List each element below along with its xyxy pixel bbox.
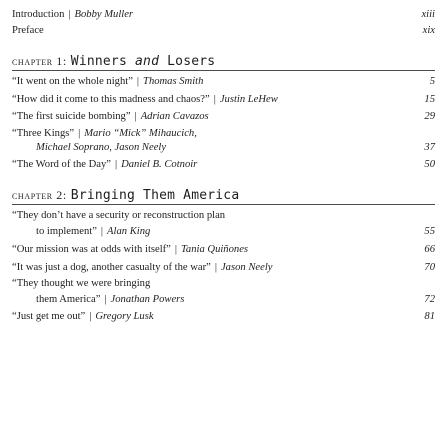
entry-title: Introduction xyxy=(12,9,65,20)
toc-entry[interactable] xyxy=(12,75,435,88)
entry-title: “They thought we were bringing xyxy=(12,278,151,289)
chapter-label: chapter 1: xyxy=(12,54,67,68)
entry-separator: | xyxy=(214,262,217,273)
entry-separator: | xyxy=(134,111,137,122)
chapter-title-part: Bringing Them America xyxy=(70,188,240,203)
entry-separator: | xyxy=(104,294,107,305)
entry-separator: | xyxy=(78,128,81,139)
entry-author: Alan King xyxy=(107,226,151,237)
entry-separator: | xyxy=(100,226,104,237)
entry-author: Justin LeHew xyxy=(219,94,278,105)
toc-entry-continuation[interactable] xyxy=(36,225,435,238)
entry-author: Jason Neely xyxy=(220,262,273,273)
entry-title: “They don’t have a security or reconstruction plan xyxy=(12,210,226,221)
entry-title: “The Word of the Day” xyxy=(12,159,111,170)
toc-entry-introduction[interactable] xyxy=(12,8,435,21)
entry-author: Daniel B. Cotnoir xyxy=(121,159,198,170)
toc-entry[interactable] xyxy=(12,209,435,222)
entry-author-continued: Michael Soprano, Jason Neely xyxy=(36,142,167,153)
entry-page-number: 5 xyxy=(429,76,435,87)
entry-separator: | xyxy=(136,76,140,87)
chapter-title-part: Losers xyxy=(159,54,216,69)
entry-page-number: 72 xyxy=(424,294,435,305)
entry-page-number: 37 xyxy=(424,142,435,153)
entry-author: Tania Quiñones xyxy=(181,244,249,255)
toc-entry-continuation[interactable] xyxy=(36,293,435,306)
entry-separator: | xyxy=(68,9,71,20)
toc-entry[interactable] xyxy=(12,127,435,140)
entry-page-number: 66 xyxy=(424,244,435,255)
toc-entry[interactable] xyxy=(12,277,435,290)
entry-separator: | xyxy=(89,311,92,322)
entry-author: Jonathan Powers xyxy=(110,294,185,305)
toc-entry-continuation[interactable] xyxy=(36,141,435,154)
entry-separator: | xyxy=(114,159,118,170)
toc-entry[interactable] xyxy=(12,243,435,256)
entry-title: “Our mission was at odds with itself” xyxy=(12,244,171,255)
entry-title: “It was just a dog, another casualty of the war” xyxy=(12,262,211,273)
entry-separator: | xyxy=(174,244,178,255)
toc-entry[interactable] xyxy=(12,310,435,323)
entry-page-number: 29 xyxy=(424,111,435,122)
entry-page-number: 15 xyxy=(424,94,435,105)
chapter-title-part: Winners xyxy=(70,54,136,69)
toc-entry[interactable] xyxy=(12,158,435,171)
entry-page-number: 50 xyxy=(424,159,435,170)
toc-entry-preface[interactable] xyxy=(12,24,435,37)
chapter-label: chapter 2: xyxy=(12,188,67,202)
toc-entry[interactable] xyxy=(12,261,435,274)
entry-title: Preface xyxy=(12,25,44,36)
entry-page-number: 70 xyxy=(424,262,435,273)
toc-entry[interactable] xyxy=(12,93,435,106)
entry-author: Thomas Smith xyxy=(143,76,204,87)
entry-title: “The first suicide bombing” xyxy=(12,111,131,122)
entry-author: Bobby Muller xyxy=(74,9,134,20)
entry-page-number: xiii xyxy=(421,9,435,20)
chapter-2-heading[interactable] xyxy=(12,188,435,205)
chapter-title xyxy=(71,188,240,203)
entry-title-continued: to implement” xyxy=(36,226,97,237)
entry-page-number: 81 xyxy=(424,311,435,322)
entry-page-number: 55 xyxy=(424,226,435,237)
entry-separator: | xyxy=(213,94,216,105)
toc-entry[interactable] xyxy=(12,110,435,123)
entry-title: “It went on the whole night” xyxy=(12,76,133,87)
chapter-title xyxy=(71,54,216,69)
entry-author: Adrian Cavazos xyxy=(140,111,209,122)
entry-author: Gregory Lusk xyxy=(95,311,154,322)
entry-title: “How did it come to this madness and chaos?” xyxy=(12,94,210,105)
entry-title-continued: them America” xyxy=(36,294,101,305)
entry-title: “Three Kings” xyxy=(12,128,75,139)
entry-author: Mario “Mick” Mihaucich, xyxy=(84,128,197,139)
chapter-title-italic: and xyxy=(135,54,160,69)
chapter-1-heading[interactable] xyxy=(12,54,435,71)
entry-title: “Just get me out” xyxy=(12,311,86,322)
entry-page-number: xix xyxy=(422,25,435,36)
